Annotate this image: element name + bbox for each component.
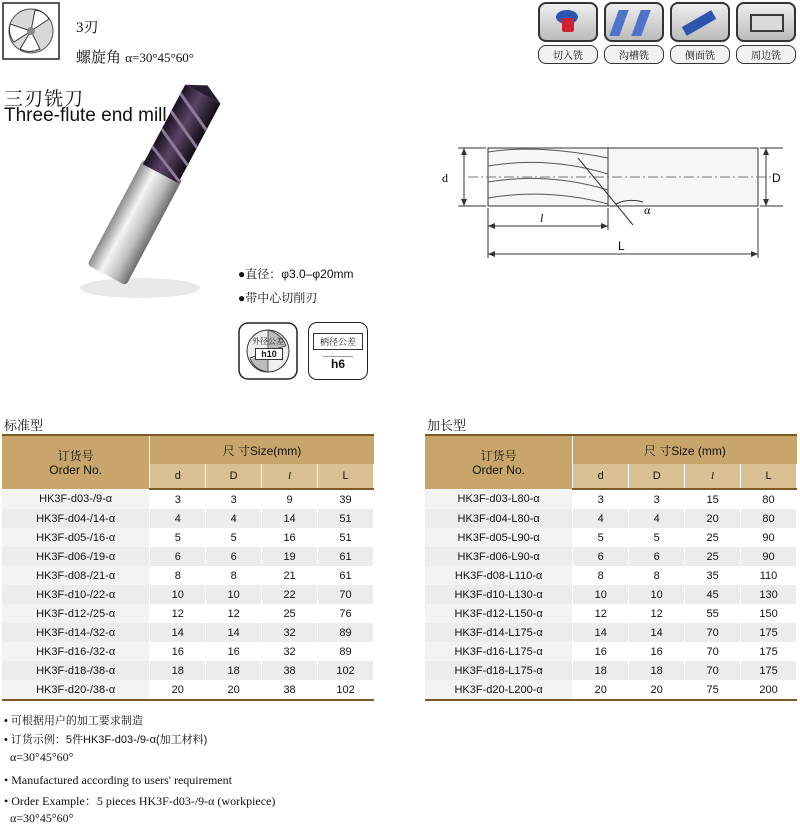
size-cell-d: 5 [150, 528, 206, 547]
size-cell-d: 8 [573, 566, 629, 585]
table-row [425, 528, 797, 547]
feature-diameter: ●直径：φ3.0–φ20mm [238, 267, 354, 281]
order-header-en: Order No. [49, 462, 102, 477]
order-header [2, 435, 150, 489]
size-header: 尺 寸Size (mm) [573, 435, 797, 464]
feature-center-cutting: ●带中心切削刃 [238, 291, 318, 305]
order-header-en: Order No. [472, 462, 525, 477]
order-number-cell: HK3F-d14-/32-α [2, 623, 150, 642]
size-cell-L: 76 [318, 604, 374, 623]
col-header-l: l [685, 464, 741, 489]
size-cell-L: 80 [741, 509, 797, 528]
helix-angle [76, 46, 194, 67]
helix-label: 螺旋角 [76, 50, 122, 66]
label-alpha: α [644, 203, 651, 217]
size-cell-l: 75 [685, 680, 741, 700]
size-cell-D: 14 [206, 623, 262, 642]
product-title-cn: 三刃铣刀 [4, 89, 85, 110]
order-number-cell: HK3F-d08-L110-α [425, 566, 573, 585]
col-header-L: L [741, 464, 797, 489]
order-number-cell: HK3F-d04-L80-α [425, 509, 573, 528]
label-l: l [540, 211, 544, 225]
size-cell-d: 12 [150, 604, 206, 623]
operation-plunge [538, 2, 598, 62]
size-cell-L: 175 [741, 623, 797, 642]
size-cell-l: 70 [685, 661, 741, 680]
size-cell-l: 55 [685, 604, 741, 623]
outer-tolerance-value: h10 [255, 348, 283, 360]
size-cell-L: 39 [318, 489, 374, 509]
size-cell-L: 102 [318, 680, 374, 700]
size-cell-l: 35 [685, 566, 741, 585]
size-cell-D: 3 [206, 489, 262, 509]
operation-contour [736, 2, 796, 62]
operation-label: 侧面铣 [670, 45, 730, 64]
order-number-cell: HK3F-d12-/25-α [2, 604, 150, 623]
size-cell-d: 20 [573, 680, 629, 700]
size-cell-L: 80 [741, 489, 797, 509]
table-row [2, 547, 374, 566]
order-number-cell: HK3F-d03-/9-α [2, 489, 150, 509]
size-cell-d: 14 [573, 623, 629, 642]
contour-milling-icon [736, 2, 796, 42]
size-cell-l: 15 [685, 489, 741, 509]
table-row [2, 528, 374, 547]
size-cell-d: 10 [150, 585, 206, 604]
outer-tolerance-label: 外径公差 [252, 337, 284, 346]
size-cell-D: 12 [206, 604, 262, 623]
size-cell-l: 21 [262, 566, 318, 585]
table-row [425, 623, 797, 642]
size-cell-l: 45 [685, 585, 741, 604]
table-row [2, 623, 374, 642]
order-number-cell: HK3F-d05-L90-α [425, 528, 573, 547]
size-cell-L: 61 [318, 566, 374, 585]
size-cell-D: 3 [629, 489, 685, 509]
size-cell-L: 90 [741, 547, 797, 566]
size-cell-L: 51 [318, 528, 374, 547]
operation-label: 切入铣 [538, 45, 598, 64]
size-cell-D: 12 [629, 604, 685, 623]
note-custom-en: • Manufactured according to users' requirement [4, 773, 232, 787]
size-cell-d: 3 [573, 489, 629, 509]
table-row [425, 547, 797, 566]
size-cell-D: 14 [629, 623, 685, 642]
col-header-D: D [629, 464, 685, 489]
size-cell-L: 175 [741, 661, 797, 680]
extended-size-table [425, 434, 797, 701]
extended-section-title: 加长型 [427, 418, 467, 433]
order-number-cell: HK3F-d18-/38-α [2, 661, 150, 680]
size-cell-d: 4 [573, 509, 629, 528]
col-header-D: D [206, 464, 262, 489]
size-cell-D: 6 [206, 547, 262, 566]
col-header-L: L [318, 464, 374, 489]
size-cell-L: 150 [741, 604, 797, 623]
size-cell-L: 130 [741, 585, 797, 604]
size-cell-L: 90 [741, 528, 797, 547]
size-cell-l: 25 [685, 528, 741, 547]
operation-label: 沟槽铣 [604, 45, 664, 64]
size-cell-d: 8 [150, 566, 206, 585]
size-cell-l: 70 [685, 642, 741, 661]
size-cell-d: 6 [150, 547, 206, 566]
size-cell-L: 70 [318, 585, 374, 604]
size-cell-D: 8 [206, 566, 262, 585]
shank-tolerance-label: 柄径公差 [313, 333, 363, 350]
order-number-cell: HK3F-d10-/22-α [2, 585, 150, 604]
table-row [425, 509, 797, 528]
table-row [2, 509, 374, 528]
size-cell-d: 16 [150, 642, 206, 661]
table-row [2, 680, 374, 700]
size-cell-L: 102 [318, 661, 374, 680]
shank-tolerance-badge [308, 322, 368, 380]
table-row [2, 489, 374, 509]
cross-section-icon [2, 2, 60, 60]
size-cell-D: 8 [629, 566, 685, 585]
order-number-cell: HK3F-d03-L80-α [425, 489, 573, 509]
size-cell-l: 20 [685, 509, 741, 528]
table-row [2, 585, 374, 604]
helix-value: α=30°45°60° [125, 50, 194, 65]
size-cell-d: 16 [573, 642, 629, 661]
note-example-cn: • 订货示例：5件HK3F-d03-/9-α(加工材料) [4, 734, 208, 746]
size-cell-d: 14 [150, 623, 206, 642]
size-cell-D: 20 [629, 680, 685, 700]
size-cell-d: 3 [150, 489, 206, 509]
size-cell-L: 175 [741, 642, 797, 661]
size-cell-l: 14 [262, 509, 318, 528]
dimension-drawing [428, 130, 788, 270]
flute-count: 3刃 [76, 20, 99, 36]
size-cell-L: 110 [741, 566, 797, 585]
table-row [425, 585, 797, 604]
size-cell-D: 5 [629, 528, 685, 547]
order-number-cell: HK3F-d16-L175-α [425, 642, 573, 661]
order-number-cell: HK3F-d10-L130-α [425, 585, 573, 604]
table-row [425, 661, 797, 680]
size-cell-d: 20 [150, 680, 206, 700]
size-cell-d: 18 [573, 661, 629, 680]
size-cell-l: 19 [262, 547, 318, 566]
table-row [425, 489, 797, 509]
size-cell-D: 18 [629, 661, 685, 680]
order-number-cell: HK3F-d20-/38-α [2, 680, 150, 700]
order-number-cell: HK3F-d16-/32-α [2, 642, 150, 661]
order-number-cell: HK3F-d18-L175-α [425, 661, 573, 680]
table-row [2, 661, 374, 680]
size-cell-l: 22 [262, 585, 318, 604]
order-number-cell: HK3F-d05-/16-α [2, 528, 150, 547]
side-milling-icon [670, 2, 730, 42]
operation-label: 周边铣 [736, 45, 796, 64]
size-cell-l: 38 [262, 680, 318, 700]
size-cell-D: 10 [206, 585, 262, 604]
size-cell-d: 10 [573, 585, 629, 604]
order-header-cn: 订货号 [57, 448, 94, 463]
size-cell-l: 16 [262, 528, 318, 547]
size-cell-d: 12 [573, 604, 629, 623]
order-number-cell: HK3F-d12-L150-α [425, 604, 573, 623]
size-cell-l: 38 [262, 661, 318, 680]
order-number-cell: HK3F-d20-L200-α [425, 680, 573, 700]
note-alpha-cn: α=30°45°60° [10, 750, 74, 764]
label-D: D [772, 171, 781, 185]
table-row [425, 604, 797, 623]
order-number-cell: HK3F-d06-/19-α [2, 547, 150, 566]
size-cell-L: 200 [741, 680, 797, 700]
size-cell-D: 10 [629, 585, 685, 604]
size-cell-L: 89 [318, 642, 374, 661]
size-cell-D: 16 [206, 642, 262, 661]
standard-section-title: 标准型 [4, 418, 44, 433]
operation-slot [604, 2, 664, 62]
size-cell-d: 6 [573, 547, 629, 566]
size-cell-l: 25 [262, 604, 318, 623]
table-row [2, 604, 374, 623]
operation-side [670, 2, 730, 62]
size-header: 尺 寸Size(mm) [150, 435, 374, 464]
size-cell-D: 5 [206, 528, 262, 547]
table-row [2, 566, 374, 585]
order-header [425, 435, 573, 489]
col-header-l: l [262, 464, 318, 489]
order-number-cell: HK3F-d14-L175-α [425, 623, 573, 642]
order-number-cell: HK3F-d06-L90-α [425, 547, 573, 566]
size-cell-D: 4 [629, 509, 685, 528]
table-row [425, 566, 797, 585]
size-cell-D: 6 [629, 547, 685, 566]
size-cell-d: 18 [150, 661, 206, 680]
tolerance-badges [238, 322, 368, 380]
col-header-d: d [150, 464, 206, 489]
size-cell-l: 70 [685, 623, 741, 642]
size-cell-L: 51 [318, 509, 374, 528]
size-cell-l: 9 [262, 489, 318, 509]
note-custom-cn: • 可根据用户的加工要求制造 [4, 715, 143, 727]
col-header-d: d [573, 464, 629, 489]
size-cell-l: 32 [262, 642, 318, 661]
table-row [425, 680, 797, 700]
size-cell-L: 89 [318, 623, 374, 642]
note-example-en: • Order Example：5 pieces HK3F-d03-/9-α (workpiece) [4, 794, 276, 808]
label-d: d [442, 171, 448, 185]
size-cell-l: 32 [262, 623, 318, 642]
shank-tolerance-value: h6 [323, 356, 353, 371]
note-alpha-en: α=30°45°60° [10, 811, 74, 825]
order-header-cn: 订货号 [480, 448, 517, 463]
order-number-cell: HK3F-d08-/21-α [2, 566, 150, 585]
label-L: L [618, 239, 625, 253]
slot-milling-icon [604, 2, 664, 42]
size-cell-l: 25 [685, 547, 741, 566]
plunge-milling-icon [538, 2, 598, 42]
size-cell-d: 5 [573, 528, 629, 547]
table-row [2, 642, 374, 661]
size-cell-D: 4 [206, 509, 262, 528]
size-cell-D: 18 [206, 661, 262, 680]
size-cell-D: 16 [629, 642, 685, 661]
table-row [425, 642, 797, 661]
size-cell-L: 61 [318, 547, 374, 566]
size-cell-D: 20 [206, 680, 262, 700]
size-cell-d: 4 [150, 509, 206, 528]
standard-size-table [2, 434, 374, 701]
order-number-cell: HK3F-d04-/14-α [2, 509, 150, 528]
product-title-en: Three-flute end mill [4, 105, 167, 126]
